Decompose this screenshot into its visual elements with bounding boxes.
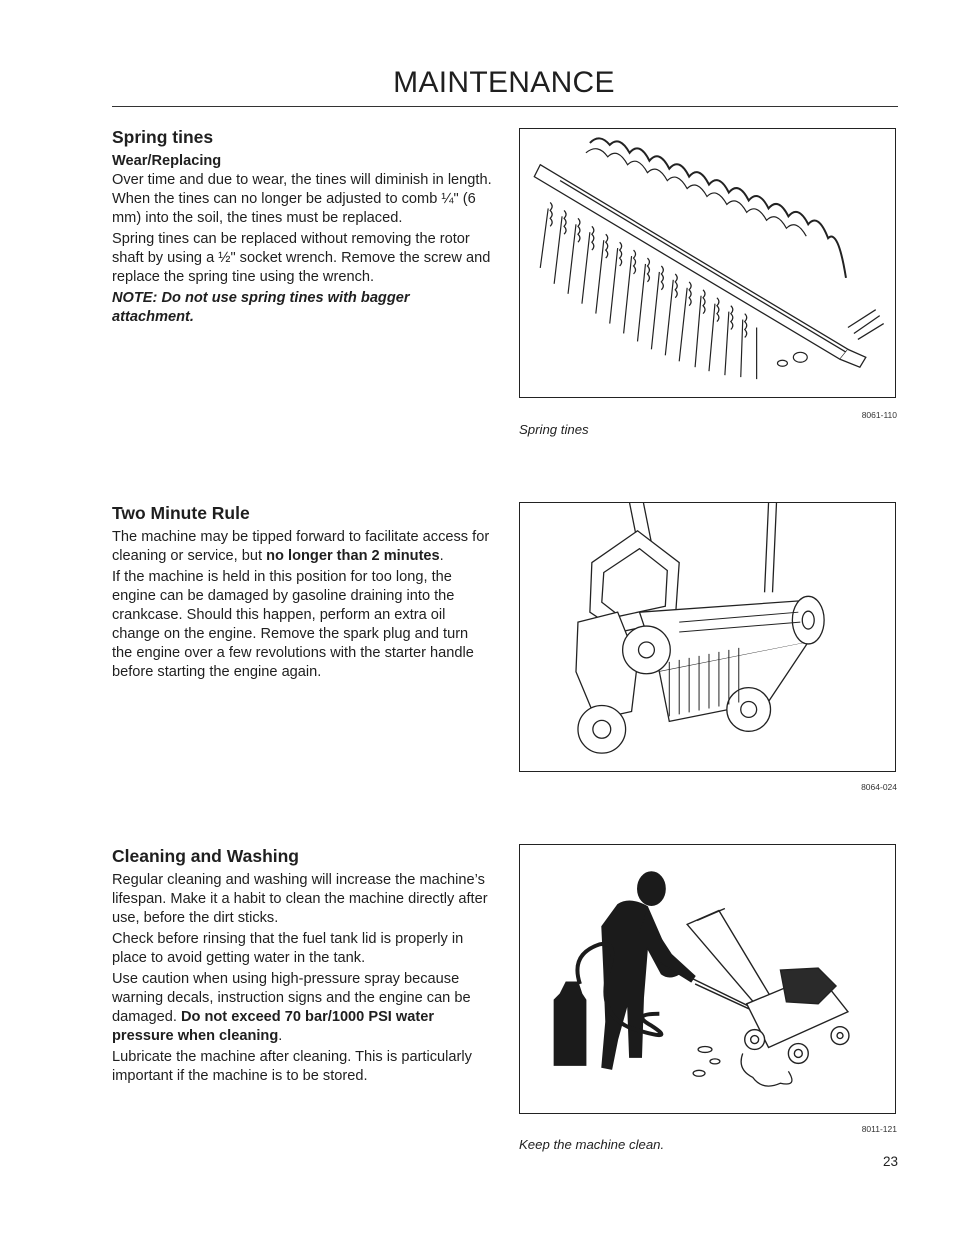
tipped-machine-figure	[519, 502, 896, 772]
washing-figure-code: 8011-121	[861, 1124, 897, 1134]
wear-replacing-subheading: Wear/Replacing	[112, 153, 222, 169]
two-minute-rule-paragraph-2: If the machine is held in this position for too long, the engine can be damaged by gasoline draining into the crankcase. Should this happen, perform an extra oil change on the engine. Remove the spark plug and turn the engine over a few revolutions with the starter handle before starting the engine again.	[112, 569, 474, 680]
cleaning-heading: Cleaning and Washing	[112, 846, 299, 866]
cleaning-text-a: Use caution when using high-pressure spray because warning decals, instruction signs and the engine can be damaged.	[112, 971, 471, 1025]
two-minute-rule-emphasis: no longer than 2 minutes	[266, 548, 440, 564]
washing-illustration	[520, 845, 895, 1113]
spring-tines-caption: Spring tines	[519, 422, 589, 437]
spring-tines-figure-code: 8061-110	[861, 410, 897, 420]
washing-caption: Keep the machine clean.	[519, 1137, 665, 1152]
title-divider	[112, 106, 898, 107]
spring-tines-paragraph-1: Over time and due to wear, the tines will diminish in length. When the tines can no longer be adjusted to comb ¼" (6 mm) into the soil, the tines must be replaced.	[112, 172, 492, 226]
two-minute-rule-text-a: The machine may be tipped forward to facilitate access for cleaning or service, but	[112, 529, 490, 564]
two-minute-rule-heading: Two Minute Rule	[112, 503, 250, 523]
two-minute-rule-section	[112, 502, 492, 684]
spring-tines-section	[112, 126, 492, 329]
tipped-machine-illustration	[520, 503, 895, 771]
cleaning-section	[112, 845, 492, 1088]
spring-tines-paragraph-2: Spring tines can be replaced without removing the rotor shaft by using a ½" socket wrench. Remove the screw and replace the spring tine using the wrench.	[112, 231, 491, 285]
page-number: 23	[882, 1154, 898, 1169]
spring-tines-heading: Spring tines	[112, 127, 214, 147]
two-minute-rule-text-c: .	[439, 548, 444, 564]
page-title: MAINTENANCE	[393, 66, 615, 99]
two-minute-rule-paragraph-1	[112, 528, 492, 566]
cleaning-warning: Do not exceed 70 bar/1000 PSI water pressure when cleaning	[112, 1009, 435, 1044]
cleaning-text-c: .	[278, 1028, 283, 1044]
cleaning-paragraph-3	[112, 970, 492, 1046]
cleaning-paragraph-2: Check before rinsing that the fuel tank lid is properly in place to avoid getting water in the tank.	[112, 931, 464, 966]
cleaning-paragraph-1: Regular cleaning and washing will increase the machine’s lifespan. Make it a habit to clean the machine directly after use, before the dirt sticks.	[112, 872, 488, 926]
spring-tines-illustration	[520, 129, 895, 397]
cleaning-paragraph-4: Lubricate the machine after cleaning. This is particularly important if the machine is to be stored.	[112, 1049, 472, 1084]
washing-figure	[519, 844, 896, 1114]
spring-tines-figure	[519, 128, 896, 398]
spring-tines-note: NOTE: Do not use spring tines with bagger attachment.	[112, 290, 410, 325]
tipped-machine-figure-code: 8064-024	[861, 782, 897, 792]
